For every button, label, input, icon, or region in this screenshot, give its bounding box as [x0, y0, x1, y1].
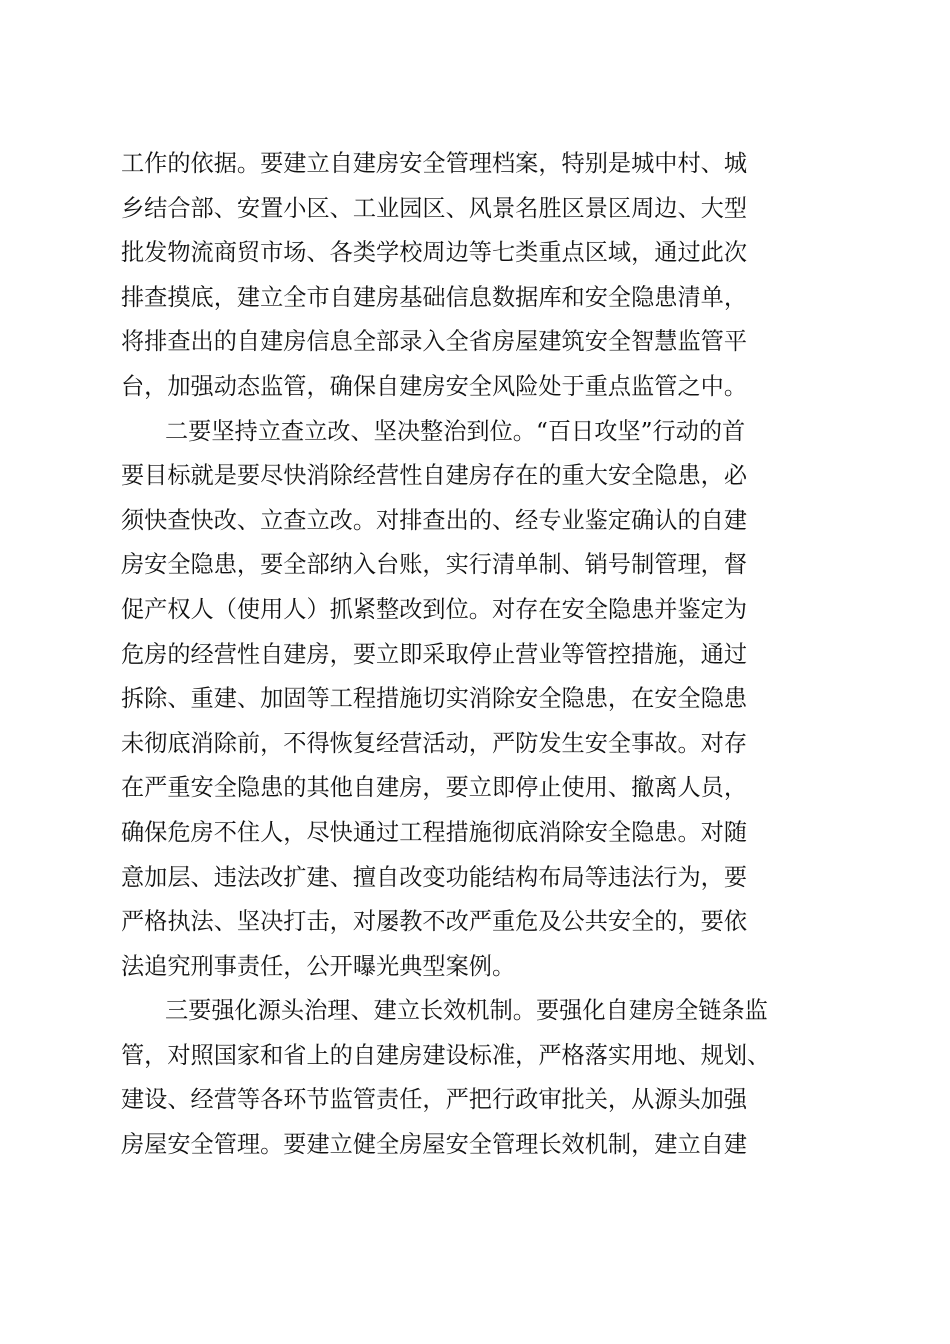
paragraph-start-line: 三要强化源头治理、建立长效机制。要强化自建房全链条监	[165, 997, 768, 1025]
text-line: 在严重安全隐患的其他自建房，要立即停止使用、撤离人员，	[121, 774, 748, 802]
text-line: 建设、经营等各环节监管责任，严把行政审批关，从源头加强	[121, 1086, 748, 1114]
text-line: 房屋安全管理。要建立健全房屋安全管理长效机制，建立自建	[121, 1131, 748, 1159]
text-line: 未彻底消除前，不得恢复经营活动，严防发生安全事故。对存	[121, 729, 748, 757]
text-line: 危房的经营性自建房，要立即采取停止营业等管控措施，通过	[121, 640, 748, 668]
text-line: 台，加强动态监管，确保自建房安全风险处于重点监管之中。	[121, 372, 748, 400]
text-line: 确保危房不住人，尽快通过工程措施彻底消除安全隐患。对随	[121, 818, 748, 846]
text-line: 批发物流商贸市场、各类学校周边等七类重点区域，通过此次	[121, 239, 748, 267]
text-line: 意加层、违法改扩建、擅自改变功能结构布局等违法行为，要	[121, 863, 748, 891]
text-line: 将排查出的自建房信息全部录入全省房屋建筑安全智慧监管平	[121, 328, 748, 356]
text-line: 要目标就是要尽快消除经营性自建房存在的重大安全隐患，必	[121, 462, 748, 490]
text-line: 房安全隐患，要全部纳入台账，实行清单制、销号制管理，督	[121, 551, 748, 579]
paragraph-start-line: 二要坚持立查立改、坚决整治到位。“百日攻坚”行动的首	[165, 417, 746, 445]
text-line: 乡结合部、安置小区、工业园区、风景名胜区景区周边、大型	[121, 194, 748, 222]
text-line: 须快查快改、立查立改。对排查出的、经专业鉴定确认的自建	[121, 506, 748, 534]
text-line: 管，对照国家和省上的自建房建设标准，严格落实用地、规划、	[121, 1041, 771, 1069]
text-line: 法追究刑事责任，公开曝光典型案例。	[121, 952, 516, 980]
text-line: 促产权人（使用人）抓紧整改到位。对存在安全隐患并鉴定为	[121, 595, 748, 623]
text-line: 排查摸底，建立全市自建房基础信息数据库和安全隐患清单，	[121, 283, 748, 311]
text-line: 拆除、重建、加固等工程措施切实消除安全隐患，在安全隐患	[121, 685, 748, 713]
text-line: 工作的依据。要建立自建房安全管理档案，特别是城中村、城	[121, 150, 748, 177]
document-body	[121, 142, 831, 1168]
text-line: 严格执法、坚决打击，对屡教不改严重危及公共安全的，要依	[121, 908, 748, 936]
